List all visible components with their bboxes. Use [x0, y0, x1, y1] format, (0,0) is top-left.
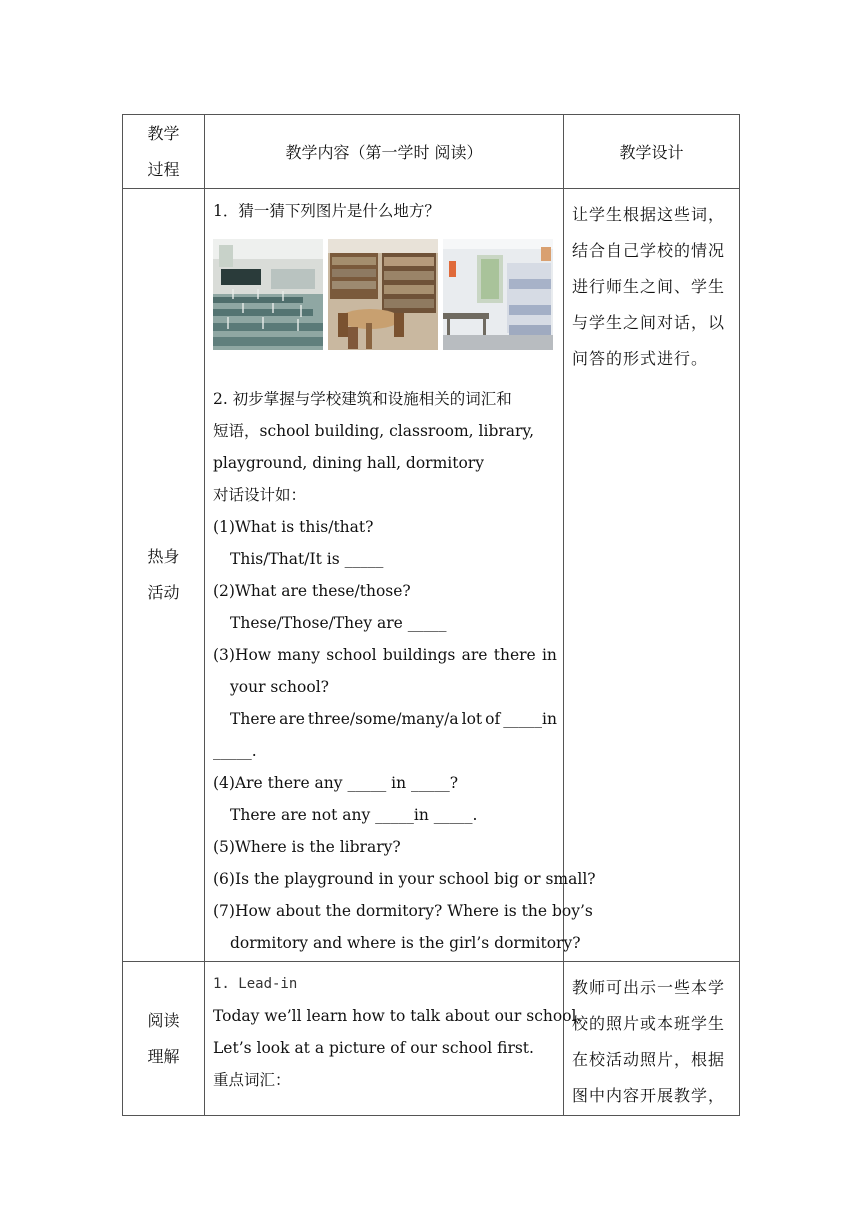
- photo-strip: [213, 239, 557, 350]
- dialogue-q4: (4)Are there any _____ in _____?: [213, 774, 459, 792]
- vocab-intro-line2: 短语，school building, classroom, library,: [213, 422, 535, 440]
- dialogue-intro: 对话设计如：: [213, 486, 307, 504]
- dialogue-q7: (7)How about the dormitory? Where is the boy’s: [213, 902, 593, 920]
- q3-word: school: [326, 646, 377, 664]
- a3-word: There: [230, 710, 277, 728]
- dialogue-a2: These/Those/They are _____: [230, 614, 447, 632]
- dialogue-a3: [213, 703, 557, 735]
- warmup-content-cell: [205, 189, 596, 962]
- reading-stage-cell: [123, 962, 205, 1116]
- dialogue-q1: (1)What is this/that?: [213, 518, 374, 536]
- dialogue-a1: This/That/It is _____: [230, 550, 384, 568]
- vocab-intro-line3: playground, dining hall, dormitory: [213, 454, 484, 472]
- dialogue-q6: (6)Is the playground in your school big or small?: [213, 870, 596, 888]
- dialogue-a4: There are not any _____in _____.: [230, 806, 478, 824]
- header-process-line2: 过程: [147, 159, 180, 179]
- dialogue-q2: (2)What are these/those?: [213, 582, 411, 600]
- a3-word: are: [279, 710, 305, 728]
- header-row: [123, 115, 740, 189]
- dialogue-q5: (5)Where is the library?: [213, 838, 401, 856]
- dialogue-q3: [213, 639, 557, 671]
- reading-line1: Today we’ll learn how to talk about our school.: [213, 1007, 582, 1025]
- design-line: 校的照片或本班学生: [572, 1014, 726, 1033]
- design-line: 让学生根据这些词，: [572, 205, 726, 224]
- design-line: 教师可出示一些本学: [572, 978, 726, 997]
- dialogue-a3-cont: _____.: [213, 742, 257, 760]
- warmup-design-cell: [564, 189, 740, 962]
- reading-line2: Let’s look at a picture of our school first.: [213, 1039, 534, 1057]
- q3-word: many: [277, 646, 321, 664]
- header-design-title: 教学设计: [564, 115, 740, 189]
- science-lab-photo: [213, 239, 323, 350]
- vocab-intro-line1: 2. 初步掌握与学校建筑和设施相关的词汇和: [213, 390, 512, 408]
- q3-word: (3)How: [213, 646, 272, 664]
- a3-word: _____in: [503, 710, 557, 728]
- reading-stage-line1: 阅读: [147, 1010, 180, 1030]
- reading-content-cell: [205, 962, 582, 1116]
- vocab-label: 重点词汇：: [213, 1071, 291, 1089]
- header-process-cell: [123, 115, 205, 189]
- warmup-stage-line2: 活动: [147, 583, 180, 602]
- design-line: 问答的形式进行。: [572, 349, 709, 368]
- dialogue-q7-cont: dormitory and where is the girl’s dormitory?: [230, 934, 581, 952]
- header-content-title: 教学内容（第一学时 阅读）: [205, 115, 564, 189]
- warmup-row: [123, 189, 740, 962]
- guess-question: 1．猜一猜下列图片是什么地方？: [213, 202, 440, 220]
- a3-word: of: [485, 710, 501, 728]
- q3-word: buildings: [382, 646, 456, 664]
- lead-in-heading: 1. Lead-in: [213, 976, 298, 992]
- dialogue-q3-cont: your school?: [230, 678, 329, 696]
- warmup-stage-cell: [123, 189, 205, 962]
- lesson-plan-table: [122, 114, 740, 1116]
- q3-word: are: [461, 646, 488, 664]
- library-photo: [328, 239, 438, 350]
- reading-design-cell: [564, 962, 740, 1116]
- reading-row: [123, 962, 740, 1116]
- design-line: 结合自己学校的情况: [572, 241, 726, 260]
- header-process-line1: 教学: [147, 123, 180, 143]
- warmup-stage-line1: 热身: [147, 547, 180, 566]
- a3-word: lot: [461, 710, 483, 728]
- design-line: 进行师生之间、学生: [572, 277, 726, 296]
- reading-stage-line2: 理解: [147, 1046, 180, 1066]
- design-line: 图中内容开展教学，: [572, 1086, 726, 1105]
- a3-word: three/some/many/a: [307, 710, 459, 728]
- design-line: 与学生之间对话，以: [572, 313, 726, 332]
- q3-word: there: [493, 646, 536, 664]
- dormitory-photo: [443, 239, 553, 350]
- q3-word: in: [541, 646, 557, 664]
- design-line: 在校活动照片，根据: [572, 1050, 726, 1069]
